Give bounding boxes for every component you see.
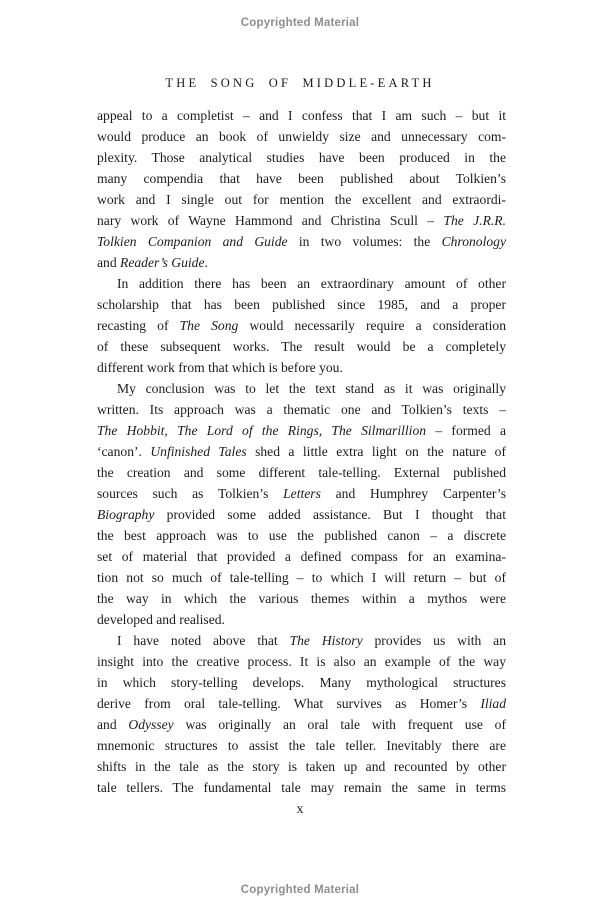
text-line [97,273,506,294]
running-head: THE SONG OF MIDDLE-EARTH [165,76,435,90]
text-line [97,189,506,210]
italic-text-run: Iliad [480,696,506,711]
text-line [97,693,506,714]
text-run: scholarship that has been published since 1985, and a proper [97,297,506,312]
text-line [97,441,506,462]
text-line [97,546,506,567]
text-run: . [204,255,208,270]
text-line [97,672,506,693]
italic-text-run: The Song [179,318,239,333]
text-line [97,252,506,273]
italic-text-run: The Hobbit, The Lord of the Rings, The Silmarillion [97,423,427,438]
text-run: written. Its approach was a thematic one and Tolkien’s texts – [97,402,506,417]
text-run: many compendia that have been published about Tolkien’s [97,171,506,186]
text-line [97,567,506,588]
text-line [97,315,506,336]
text-line [97,735,506,756]
text-line [97,483,506,504]
text-run: recasting of [97,318,180,333]
text-run: tale tellers. The fundamental tale may remain the same in terms [97,780,506,795]
text-run: shed a little extra light on the nature of [246,444,506,459]
text-line [97,420,506,441]
text-run: derive from oral tale-telling. What survives as Homer’s [97,696,481,711]
text-run: – formed a [426,423,507,438]
text-line [97,294,506,315]
text-run: and [97,717,129,732]
text-run: appeal to a completist – and I confess that I am such – but it [97,108,506,123]
copyright-notice-bottom: Copyrighted Material [240,884,360,896]
text-line [97,651,506,672]
italic-text-run: Odyssey [128,717,174,732]
text-line [97,630,506,651]
text-run: provided some added assistance. But I thought that [154,507,506,522]
text-run: In addition there has been an extraordinary amount of other [117,276,506,291]
text-run: nary work of Wayne Hammond and Christina Scull – [97,213,444,228]
text-line [97,378,506,399]
text-line [97,588,506,609]
text-run: plexity. Those analytical studies have been produced in the [97,150,506,165]
text-run: sources such as Tolkien’s [97,486,284,501]
text-line [97,105,506,126]
text-run: shifts in the tale as the story is taken up and recounted by other [97,759,506,774]
text-line [97,210,506,231]
text-run: set of material that provided a defined compass for an examina- [97,549,506,564]
text-line [97,231,506,252]
text-run: would necessarily require a consideration [238,318,507,333]
text-run: I have noted above that [117,633,290,648]
text-run: the creation and some different tale-telling. External published [97,465,506,480]
text-run: was originally an oral tale with frequent use of [173,717,506,732]
text-run: and Humphrey Carpenter’s [320,486,507,501]
italic-text-run: Unfinished Tales [150,444,247,459]
italic-text-run: Chronology [441,234,507,249]
text-run: of these subsequent works. The result would be a completely [97,339,506,354]
text-run: ‘canon’. [97,444,151,459]
text-run: in two volumes: the [287,234,442,249]
text-run: in which story-telling develops. Many mythological structures [97,675,506,690]
text-line [97,147,506,168]
text-line [97,168,506,189]
text-line [97,462,506,483]
text-run: the way in which the various themes within a mythos were [97,591,506,606]
text-line [97,714,506,735]
text-run: different work from that which is before you. [97,360,343,375]
italic-text-run: Reader’s Guide [120,255,205,270]
text-run: provides us with an [362,633,506,648]
text-run: insight into the creative process. It is also an example of the way [97,654,506,669]
italic-text-run: Letters [283,486,321,501]
page-number: x [296,802,304,817]
italic-text-run: Tolkien Companion and Guide [97,234,288,249]
text-run: would produce an book of unwieldy size and unnecessary com- [97,129,506,144]
text-run: developed and realised. [97,612,225,627]
text-line [97,357,506,378]
italic-text-run: The J.R.R. [443,213,506,228]
text-line [97,504,506,525]
text-run: mnemonic structures to assist the tale teller. Inevitably there are [97,738,506,753]
text-run: My conclusion was to let the text stand as it was originally [117,381,506,396]
text-line [97,777,506,798]
text-line [97,756,506,777]
text-run: and [97,255,121,270]
copyright-notice-top: Copyrighted Material [240,17,360,29]
text-line [97,525,506,546]
text-line [97,336,506,357]
italic-text-run: The History [289,633,363,648]
text-run: tion not so much of tale-telling – to which I will return – but of [97,570,506,585]
text-line [97,126,506,147]
italic-text-run: Biography [97,507,155,522]
text-line [97,609,506,630]
text-line [97,399,506,420]
body-text [97,105,506,798]
text-run: work and I single out for mention the excellent and extraordi- [97,192,506,207]
text-run: the best approach was to use the published canon – a discrete [97,528,506,543]
